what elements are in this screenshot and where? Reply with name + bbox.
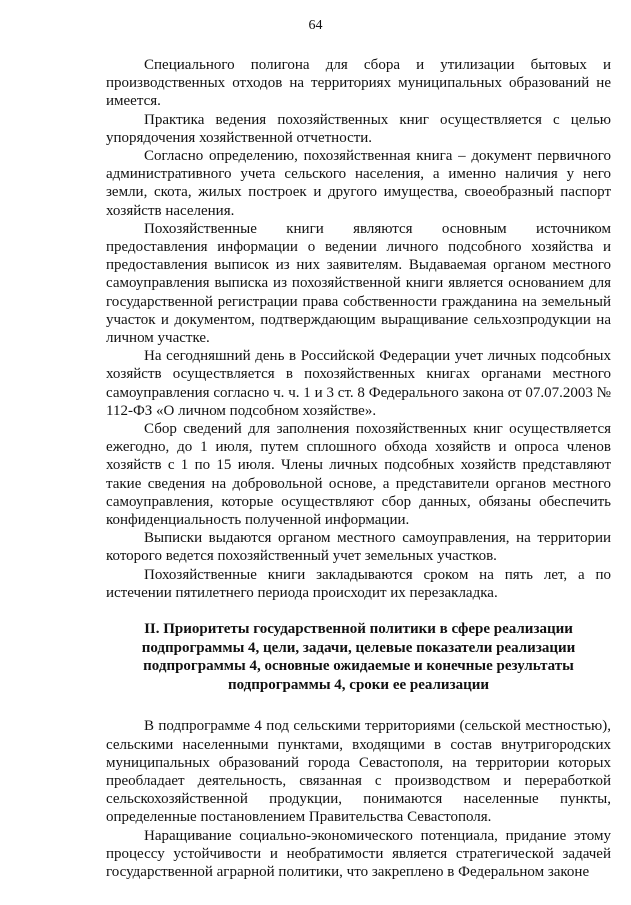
paragraph: На сегодняшний день в Российской Федерации учет личных подсобных хозяйств осуществляется в похозяйственных книгах органами местного самоуправления согласно ч. ч. 1 и 3 ст. 8 Федерального закона от 07.07.2003 № 112-ФЗ «О личном подсобном хозяйстве».: [106, 348, 611, 419]
section-heading: II. Приоритеты государственной политики в сфере реализации подпрограммы 4, цели, задачи, целевые показатели реализации подпрограммы 4, основные ожидаемые и конечные результаты подпрограммы 4, сроки ее реализации: [141, 621, 576, 693]
paragraph: Практика ведения похозяйственных книг осуществляется с целью упорядочения хозяйственной отчетности.: [106, 111, 611, 146]
paragraph: Выписки выдаются органом местного самоуправления, на территории которого ведется похозяйственный учет земельных участков.: [106, 530, 611, 565]
page-content: [106, 56, 611, 881]
paragraph: Сбор сведений для заполнения похозяйственных книг осуществляется ежегодно, до 1 июля, путем сплошного обхода хозяйств и опроса членов хозяйств с 1 по 15 июля. Члены личных подсобных хозяйств представляют такие сведения на добровольной основе, а представители органов местного самоуправления, которые осуществляют сбор данных, обязаны обеспечить конфиденциальность полученной информации.: [106, 421, 611, 529]
paragraph: Похозяйственные книги закладываются сроком на пять лет, а по истечении пятилетнего периода происходит их перезакладка.: [106, 566, 611, 601]
paragraph: Наращивание социально-экономического потенциала, придание этому процессу устойчивости и необратимости является стратегической задачей государственной аграрной политики, что закреплено в Федеральном законе: [106, 827, 611, 881]
page-number: 64: [308, 18, 323, 33]
paragraph: Похозяйственные книги являются основным источником предоставления информации о ведении личного подсобного хозяйства и предоставления выписок из них заявителям. Выдаваемая органом местного самоуправления выписка из похозяйственной книги является основанием для государственной регистрации права собственности гражданина на земельный участок и документом, подтверждающим выращивание сельхозпродукции на личном участке.: [106, 220, 611, 347]
paragraph: Согласно определению, похозяйственная книга – документ первичного административного учета сельского населения, а именно наличия у него земли, скота, жилых построек и другого имущества, своеобразный паспорт хозяйств населения.: [106, 148, 611, 219]
paragraph: Специального полигона для сбора и утилизации бытовых и производственных отходов на территориях муниципальных образований не имеется.: [106, 57, 611, 110]
paragraph: В подпрограмме 4 под сельскими территориями (сельской местностью), сельскими населенными пунктами, входящими в состав внутригородских муниципальных образований города Севастополя, на территории которых преобладает деятельность, связанная с производством и переработкой сельскохозяйственной продукции, понимаются населенные пункты, определенные постановлением Правительства Севастополя.: [106, 718, 611, 826]
